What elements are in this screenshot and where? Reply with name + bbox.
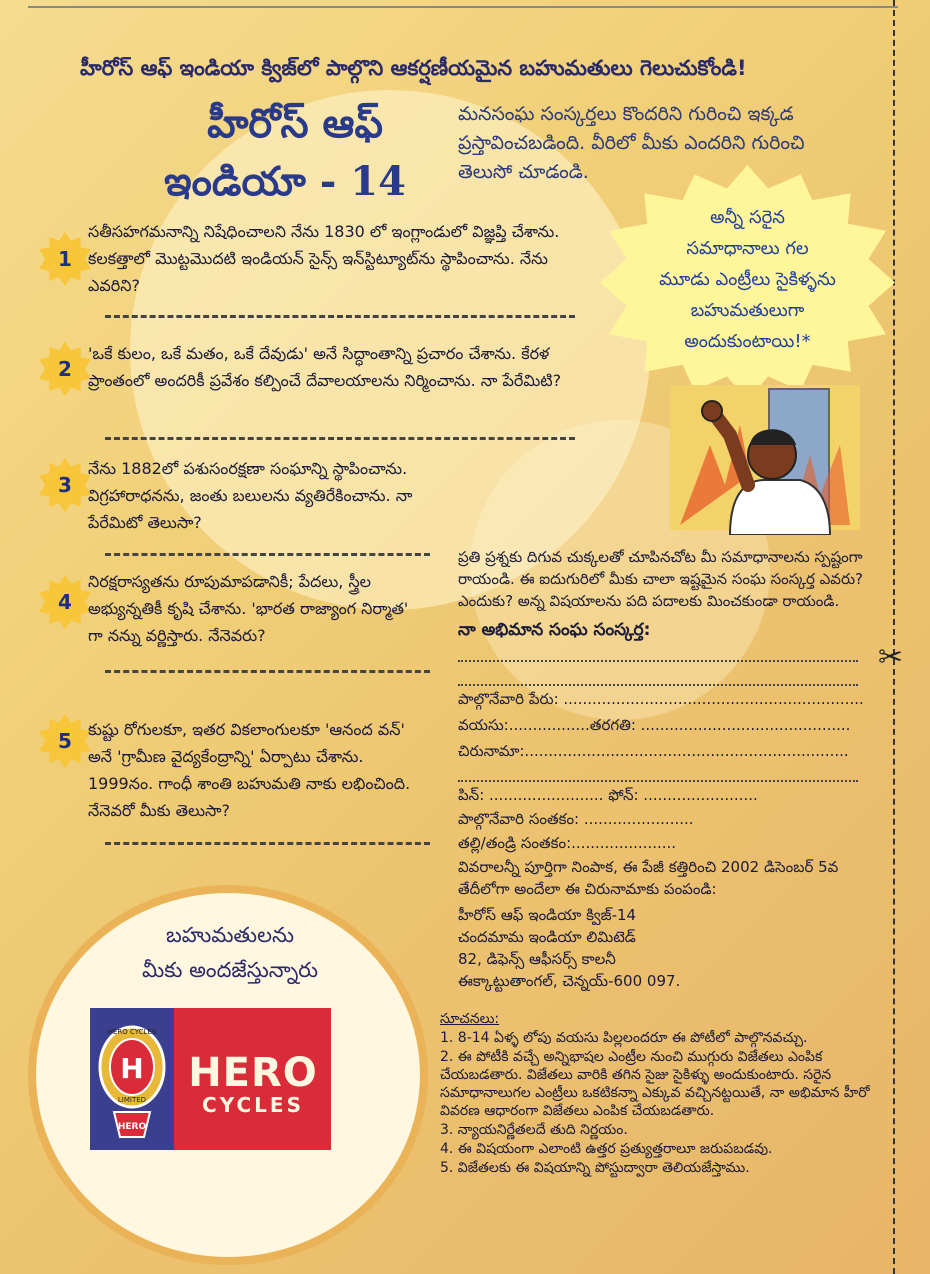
cut-line	[893, 0, 895, 1274]
question-1-text: సతీసహగమనాన్ని నిషేధించాలని నేను 1830 లో ఇంగ్లాండులో విజ్ఞప్తి చేశాను. కలకత్తాలో మొట్టమొదటి ఇండియన్ సైన్స్ ఇన్‌స్టిట్యూట్‌ను స్థాపించాను. నేను ఎవరిని?	[88, 222, 560, 295]
address-line: 82, డిఫెన్స్ ఆఫీసర్స్ కాలనీ	[458, 950, 616, 968]
rule-item: 2. ఈ పోటీకి వచ్చే అన్నిభాషల ఎంట్రీల నుంచి ముగ్గురు విజేతలు ఎంపిక చేయబడతారు. విజేతలు వారికి తగిన సైజు సైకిళ్ళు అందుకుంటారు. సరైన సమాధానాలుగల ఎంట్రీలు ఒకటికన్నా ఎక్కువ వచ్చినట్టయితే, నా అభిమాన హీరో వివరణ ఆధారంగా విజేతలు ఎంపిక చేయబడతారు.	[440, 1049, 870, 1119]
address-line: చందమామ ఇండియా లిమిటెడ్	[458, 928, 636, 946]
parent-signature-field[interactable]: తల్లి/తండ్రి సంతకం:......................	[458, 834, 677, 852]
question-5-text: కుష్టు రోగులకూ, ఇతర వికలాంగులకూ 'ఆనంద వన్' అనే 'గ్రామీణ వైద్యకేంద్రాన్ని' ఏర్పాటు చేశాను. 1999నం. గాంధీ శాంతి బహుమతి నాకు లభించింది. నేనెవరో మీకు తెలుసా?	[88, 720, 411, 820]
prize-line: బహుమతులుగా	[690, 300, 805, 321]
address-extra-field[interactable]	[458, 780, 858, 782]
answer-line-5[interactable]	[105, 842, 430, 845]
submission-deadline: వివరాలన్నీ పూర్తిగా నింపాక, ఈ పేజీ కత్తిరించి 2002 డిసెంబర్ 5వ తేదీలో‌గా అందేలా ఈ చిరునామాకు పంపండి:	[458, 858, 839, 898]
scissors-icon: ✂	[878, 640, 904, 675]
prize-text	[640, 202, 855, 357]
question-1-number: 1	[58, 247, 72, 271]
sponsor-text	[80, 918, 380, 988]
rule-item: 5. విజేతలకు ఈ విషయాన్ని పోస్టుద్వారా తెలియజేస్తాము.	[440, 1160, 750, 1176]
hero-emblem-icon	[92, 1012, 172, 1147]
emblem-letter: H	[120, 1052, 144, 1085]
answer-line-2[interactable]	[105, 437, 575, 440]
age-class-field[interactable]: వయసు:.................తరగతి: ............................................	[458, 716, 851, 734]
rules-section	[440, 1010, 880, 1178]
question-5-number: 5	[58, 729, 72, 753]
rules-title: సూచనలు:	[440, 1011, 500, 1027]
brand-name-cycles: CYCLES	[202, 1093, 304, 1117]
emblem-mid-text: LIMITED	[117, 1096, 147, 1104]
question-4-text: నిరక్షరాస్యతను రూపుమాపడానికీ; పేదలు, స్త్రీల అభ్యున్నతికీ కృషి చేశాను. 'భారత రాజ్యాంగ నిర్మాత' గా నన్ను వర్ణిస్తారు. నేనెవరు?	[88, 572, 409, 645]
address-field[interactable]: చిరునామా:....................................................................	[458, 742, 849, 760]
sponsor-line: బహుమతులను	[166, 923, 294, 947]
prize-line: మూడు ఎంట్రీలు సైకిళ్ళను	[659, 269, 836, 290]
page-headline: హీరోస్ ఆఫ్ ఇండియా క్విజ్‌లో పాల్గొని ఆకర్షణీయమైన బహుమతులు గెలుచుకోండి!	[80, 56, 747, 80]
question-3-text: నేను 1882లో పశుసంరక్షణా సంఘాన్ని స్థాపించాను. విగ్రహారాధనను, జంతు బలులను వ్యతిరేకించాను. నా పేరేమిటో తెలుసా?	[88, 459, 413, 532]
address-line: హీరోస్ ఆఫ్ ఇండియా క్విజ్-14	[458, 906, 637, 924]
pin-phone-field[interactable]: పిన్: ........................ ఫోన్: ........................	[458, 786, 758, 804]
question-4-number: 4	[58, 590, 72, 614]
rule-item: 3. న్యాయనిర్ణేతలదే తుది నిర్ణయం.	[440, 1122, 628, 1138]
question-3-number: 3	[58, 473, 72, 497]
answer-line-1[interactable]	[105, 315, 575, 318]
answer-line-4[interactable]	[105, 670, 430, 673]
participant-signature-field[interactable]: పాల్గొనేవారి సంతకం: .......................	[458, 810, 694, 828]
favorite-reason-field[interactable]	[458, 684, 858, 686]
prize-line: అందుకుంటాయి!*	[684, 331, 811, 352]
emblem-top-text: HERO CYCLES	[107, 1028, 157, 1036]
cheering-boy-illustration	[670, 385, 860, 535]
answer-line-3[interactable]	[105, 553, 430, 556]
question-2-text: 'ఒకే కులం, ఒకే మతం, ఒకే దేవుడు' అనే సిద్ధాంతాన్ని ప్రచారం చేశాను. కేరళ ప్రాంతంలో అందరికీ ప్రవేశం కల్పించే దేవాలయాలను నిర్మించాను. నా పేరేమిటి?	[88, 344, 562, 390]
mailing-address	[458, 904, 868, 992]
participant-name-field[interactable]: పాల్గొనేవారి పేరు: ...............................................................	[458, 690, 864, 708]
prize-line: సమాధానాలు గల	[686, 238, 809, 259]
quiz-title-line2: ఇండియా - 14	[164, 158, 406, 205]
emblem-bottom-text: HERO	[117, 1122, 147, 1132]
question-2-number: 2	[58, 357, 72, 381]
address-line: ఈక్కాట్టుతాంగల్, చెన్నయ్-600 097.	[458, 972, 681, 990]
prize-line: అన్నీ సరైన	[710, 207, 785, 228]
favorite-reformer-field[interactable]	[458, 660, 858, 662]
brand-name-hero: HERO	[188, 1050, 318, 1096]
sponsor-line: మీకు అందజేస్తున్నారు	[142, 958, 318, 982]
intro-text: మనసంఘ సంస్కర్తలు కొందరిని గురించి ఇక్కడ ప్రస్తావించబడింది. వీరిలో మీకు ఎందరిని గురించి తెలుసో చూడండి.	[458, 103, 805, 183]
form-instructions: ప్రతి ప్రశ్నకు దిగువ చుక్కలతో చూపినచోట మీ సమాధానాలను స్పష్టంగా రాయండి. ఈ ఐదుగురిలో మీకు చాలా ఇష్టమైన సంఘ సంస్కర్త ఎవరు? ఎందుకు? అన్న విషయాలను పది పదాలకు మించకుండా రాయండి.	[458, 548, 863, 610]
rule-item: 4. ఈ విషయంగా ఎలాంటి ఉత్తర ప్రత్యుత్తరాలూ జరుపబడవు.	[440, 1141, 773, 1157]
top-border	[28, 6, 898, 8]
quiz-title-line1: హీరోస్ ఆఫ్	[207, 100, 383, 147]
favorite-reformer-label: నా అభిమాన సంఘ సంస్కర్త:	[458, 620, 651, 640]
rule-item: 1. 8-14 ఏళ్ళ లోపు వయసు పిల్లలందరూ ఈ పోటీలో పాల్గొనవచ్చు.	[440, 1030, 808, 1046]
